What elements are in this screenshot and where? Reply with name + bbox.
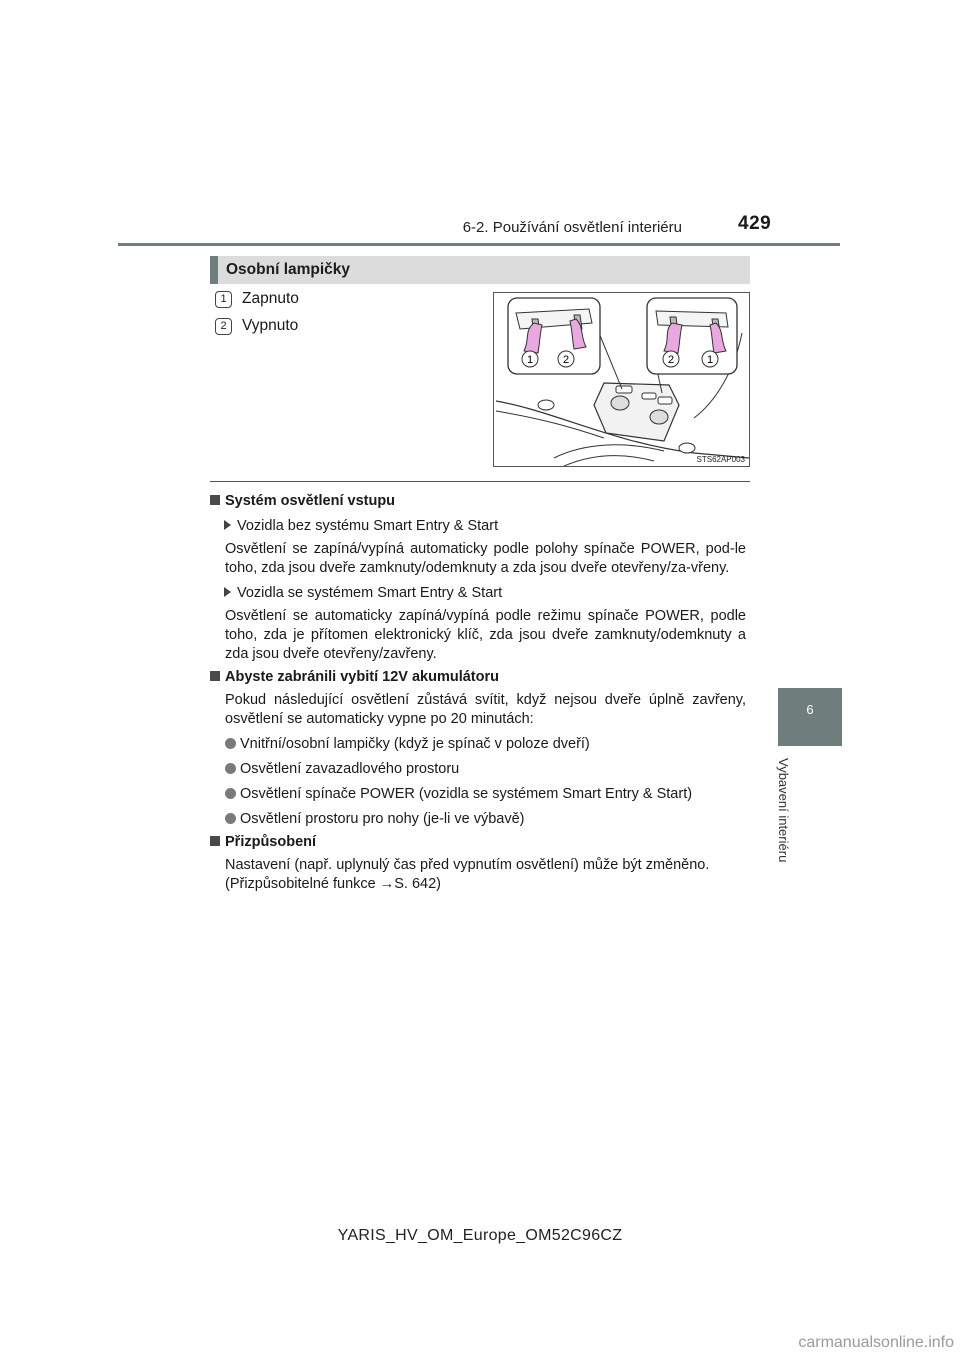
callout-right-1: 1 bbox=[706, 354, 714, 366]
topic-customization bbox=[210, 833, 746, 852]
list-item-text: Osvětlení zavazadlového prostoru bbox=[240, 761, 460, 777]
chapter-number: 6 bbox=[806, 702, 814, 717]
legend-number: 1 bbox=[215, 291, 232, 308]
callout-left-1: 1 bbox=[526, 354, 534, 366]
document-code: YARIS_HV_OM_Europe_OM52C96CZ bbox=[337, 1227, 623, 1244]
list-item bbox=[225, 735, 746, 754]
circle-bullet-icon bbox=[225, 813, 236, 824]
subtopic-text: Vozidla se systémem Smart Entry & Start bbox=[237, 585, 503, 601]
legend-number: 2 bbox=[215, 318, 232, 335]
topic-battery-saver bbox=[210, 668, 746, 687]
circle-bullet-icon bbox=[225, 788, 236, 799]
legend-label: Zapnuto bbox=[242, 290, 299, 307]
page-number: 429 bbox=[738, 213, 772, 234]
section-heading-text: Osobní lampičky bbox=[226, 261, 351, 278]
list-item bbox=[225, 785, 746, 804]
body-content bbox=[210, 488, 746, 898]
legend-item-off bbox=[215, 315, 298, 337]
triangle-bullet-icon bbox=[224, 587, 231, 597]
ceiling-console-drawing bbox=[494, 293, 749, 466]
list-item bbox=[225, 760, 746, 779]
list-item-text: Vnitřní/osobní lampičky (když je spínač v poloze dveří) bbox=[240, 736, 590, 752]
circle-bullet-icon bbox=[225, 763, 236, 774]
paragraph: Osvětlení se zapíná/vypíná automaticky podle polohy spínače POWER, pod-le toho, zda jsou dveře zamknuty/odemknuty a zda jsou dveře otevřeny/za-vřeny. bbox=[225, 541, 746, 576]
paragraph: Nastavení (např. uplynulý čas před vypnutím osvětlení) může být změněno. bbox=[225, 857, 710, 873]
section-divider bbox=[210, 481, 750, 482]
personal-lamp-illustration bbox=[493, 292, 750, 467]
section-heading bbox=[210, 256, 750, 284]
square-bullet-icon bbox=[210, 836, 220, 846]
topic-title: Abyste zabránili vybití 12V akumulátoru bbox=[225, 669, 499, 685]
square-bullet-icon bbox=[210, 495, 220, 505]
list-item-text: Osvětlení prostoru pro nohy (je-li ve výbavě) bbox=[240, 811, 525, 827]
chapter-label-text: Vybavení interiéru bbox=[776, 758, 791, 863]
paragraph: (Přizpůsobitelné funkce →S. 642) bbox=[225, 876, 441, 892]
subtopic-text: Vozidla bez systému Smart Entry & Start bbox=[237, 518, 499, 534]
callout-left-2: 2 bbox=[562, 354, 570, 366]
topic-title: Přizpůsobení bbox=[225, 834, 317, 850]
paragraph: Pokud následující osvětlení zůstává svítit, když nejsou dveře úplně zavřeny, osvětlení se automaticky vypne po 20 minutách: bbox=[225, 692, 746, 727]
triangle-bullet-icon bbox=[224, 520, 231, 530]
topic-title: Systém osvětlení vstupu bbox=[225, 493, 396, 509]
chapter-tab bbox=[778, 688, 842, 746]
legend-item-on bbox=[215, 288, 299, 310]
list-item-text: Osvětlení spínače POWER (vozidla se systémem Smart Entry & Start) bbox=[240, 786, 693, 802]
watermark: carmanualsonline.info bbox=[798, 1334, 954, 1351]
subtopic bbox=[224, 584, 746, 603]
subtopic bbox=[224, 517, 746, 536]
circle-bullet-icon bbox=[225, 738, 236, 749]
figure-code: STS62AP003 bbox=[696, 455, 745, 464]
header-rule bbox=[118, 243, 840, 246]
list-item bbox=[225, 810, 746, 829]
chapter-label bbox=[776, 758, 808, 878]
header-title: 6-2. Používání osvětlení interiéru bbox=[462, 219, 682, 236]
callout-right-2: 2 bbox=[667, 354, 675, 366]
topic-entry-lighting bbox=[210, 492, 746, 511]
paragraph: Osvětlení se automaticky zapíná/vypíná podle režimu spínače POWER, podle toho, zda je přítomen elektronický klíč, zda jsou dveře zamknuty/odemknuty a zda jsou dveře otevřeny/zavřeny. bbox=[225, 608, 746, 662]
square-bullet-icon bbox=[210, 671, 220, 681]
legend-label: Vypnuto bbox=[242, 317, 299, 334]
